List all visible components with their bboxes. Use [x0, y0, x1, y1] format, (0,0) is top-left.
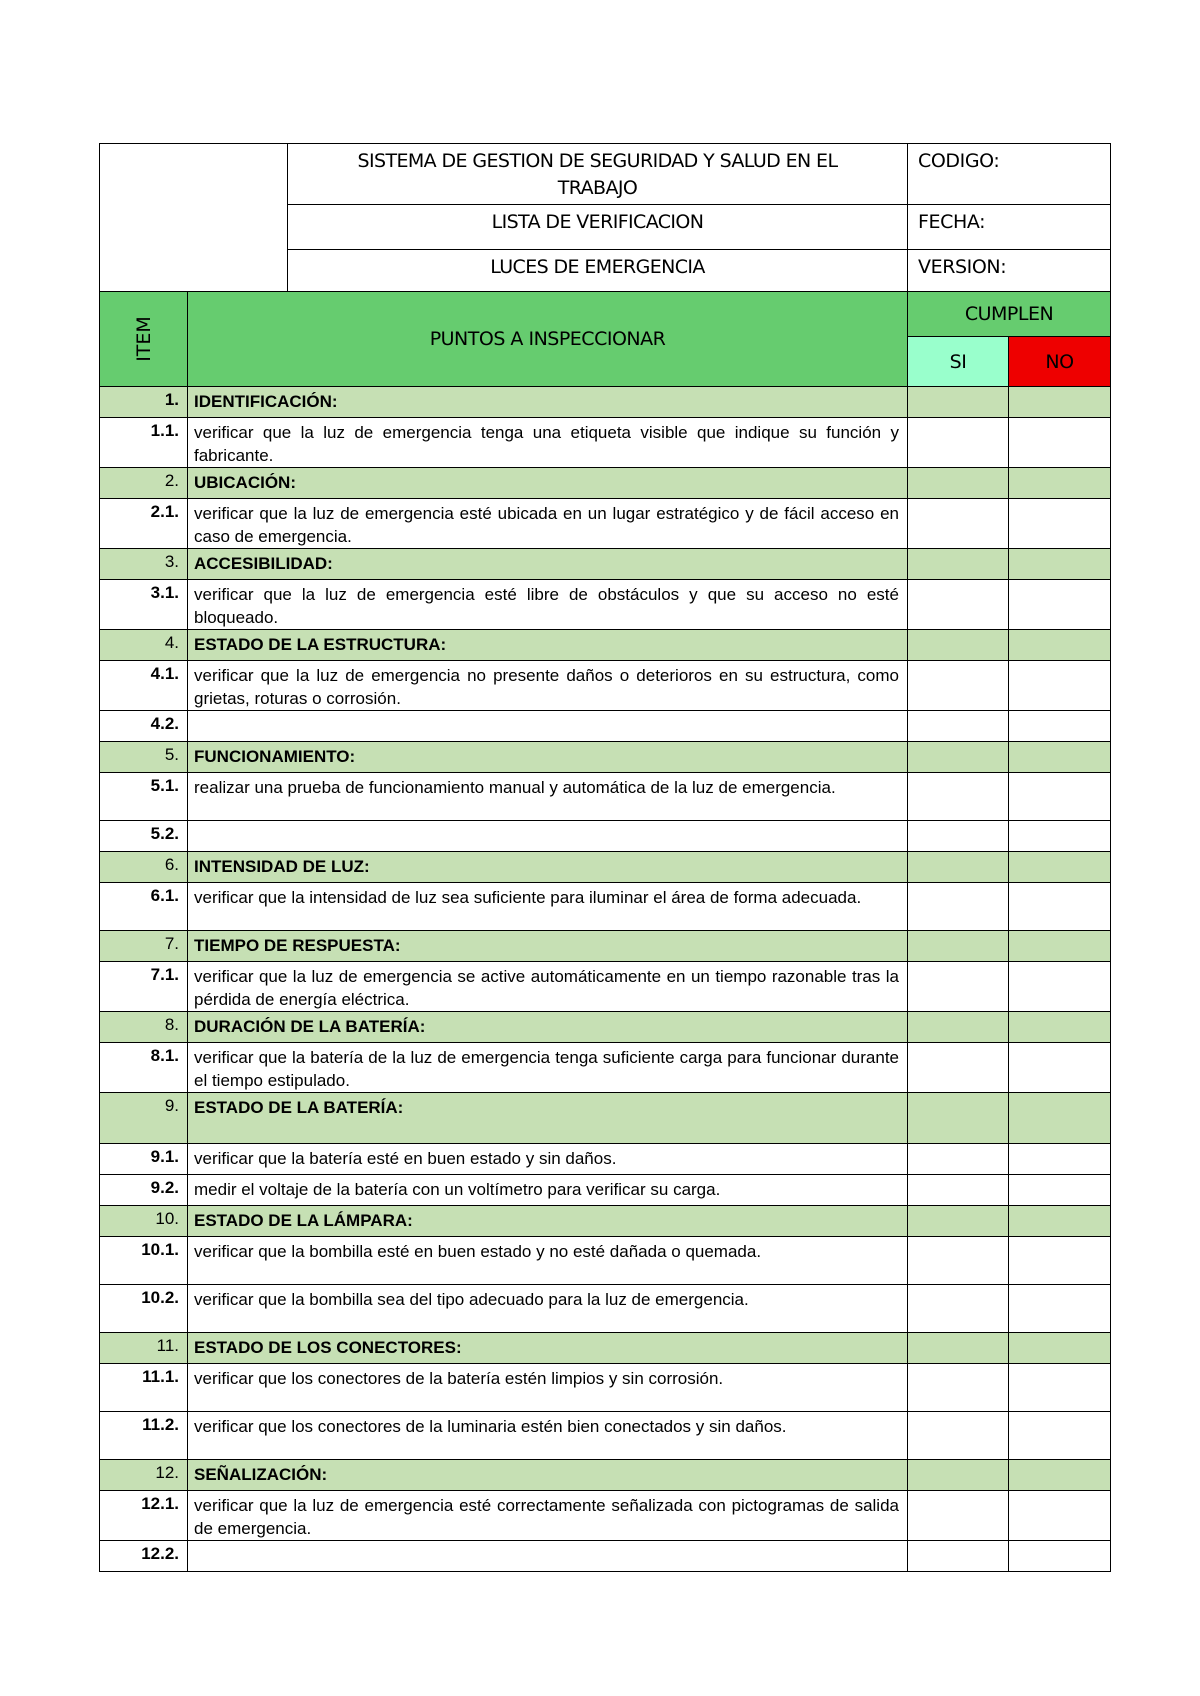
si-checkbox-cell	[908, 387, 1009, 418]
inspection-point: verificar que la bombilla esté en buen estado y no esté dañada o quemada.	[188, 1237, 908, 1285]
item-number: 12.1.	[100, 1491, 188, 1541]
section-row	[100, 742, 1111, 773]
si-checkbox-cell	[908, 1206, 1009, 1237]
no-checkbox-cell[interactable]	[1009, 661, 1111, 711]
section-row	[100, 387, 1111, 418]
codigo-label: CODIGO:	[908, 144, 1111, 205]
section-title: ESTADO DE LA LÁMPARA:	[188, 1206, 908, 1237]
logo-area	[100, 144, 288, 292]
item-number: 5.	[100, 742, 188, 773]
no-checkbox-cell	[1009, 1012, 1111, 1043]
document-header	[99, 143, 1111, 292]
si-checkbox-cell[interactable]	[908, 1412, 1009, 1460]
inspection-point: verificar que la luz de emergencia esté libre de obstáculos y que su acceso no esté bloqueado.	[188, 580, 908, 630]
inspection-point: medir el voltaje de la batería con un voltímetro para verificar su carga.	[188, 1175, 908, 1206]
si-checkbox-cell[interactable]	[908, 1491, 1009, 1541]
no-checkbox-cell[interactable]	[1009, 1412, 1111, 1460]
fecha-label: FECHA:	[908, 205, 1111, 250]
inspection-point	[188, 1541, 908, 1572]
no-checkbox-cell[interactable]	[1009, 580, 1111, 630]
si-checkbox-cell[interactable]	[908, 711, 1009, 742]
no-checkbox-cell[interactable]	[1009, 1364, 1111, 1412]
si-checkbox-cell[interactable]	[908, 1237, 1009, 1285]
no-checkbox-cell[interactable]	[1009, 1237, 1111, 1285]
section-row	[100, 852, 1111, 883]
si-checkbox-cell[interactable]	[908, 418, 1009, 468]
no-checkbox-cell	[1009, 1206, 1111, 1237]
item-number: 8.	[100, 1012, 188, 1043]
no-checkbox-cell	[1009, 387, 1111, 418]
section-title: TIEMPO DE RESPUESTA:	[188, 931, 908, 962]
item-column-header	[100, 292, 188, 387]
table-row	[100, 773, 1111, 821]
section-row	[100, 1093, 1111, 1144]
no-checkbox-cell[interactable]	[1009, 1541, 1111, 1572]
table-row	[100, 1175, 1111, 1206]
inspection-point	[188, 711, 908, 742]
si-checkbox-cell	[908, 468, 1009, 499]
inspection-point: verificar que la luz de emergencia no presente daños o deterioros en su estructura, como grietas, roturas o corrosión.	[188, 661, 908, 711]
no-checkbox-cell[interactable]	[1009, 773, 1111, 821]
si-checkbox-cell[interactable]	[908, 1541, 1009, 1572]
item-number: 6.	[100, 852, 188, 883]
inspection-point: verificar que la luz de emergencia esté correctamente señalizada con pictogramas de salida de emergencia.	[188, 1491, 908, 1541]
section-title: ESTADO DE LA ESTRUCTURA:	[188, 630, 908, 661]
table-row	[100, 883, 1111, 931]
si-checkbox-cell[interactable]	[908, 661, 1009, 711]
no-checkbox-cell	[1009, 630, 1111, 661]
section-row	[100, 1012, 1111, 1043]
table-row	[100, 1412, 1111, 1460]
item-number: 11.1.	[100, 1364, 188, 1412]
si-checkbox-cell[interactable]	[908, 1144, 1009, 1175]
inspection-point: verificar que la luz de emergencia tenga una etiqueta visible que indique su función y fabricante.	[188, 418, 908, 468]
table-row	[100, 1491, 1111, 1541]
inspection-point: verificar que la luz de emergencia esté ubicada en un lugar estratégico y de fácil acceso en caso de emergencia.	[188, 499, 908, 549]
si-checkbox-cell	[908, 852, 1009, 883]
si-checkbox-cell	[908, 931, 1009, 962]
item-number: 10.1.	[100, 1237, 188, 1285]
table-row	[100, 1043, 1111, 1093]
item-number: 11.2.	[100, 1412, 188, 1460]
table-row	[100, 711, 1111, 742]
table-row	[100, 499, 1111, 549]
item-number: 9.	[100, 1093, 188, 1144]
item-number: 2.1.	[100, 499, 188, 549]
item-number: 10.2.	[100, 1285, 188, 1333]
no-checkbox-cell	[1009, 931, 1111, 962]
no-checkbox-cell[interactable]	[1009, 418, 1111, 468]
section-row	[100, 549, 1111, 580]
section-row	[100, 468, 1111, 499]
si-checkbox-cell[interactable]	[908, 821, 1009, 852]
checklist-sheet	[99, 143, 1110, 1572]
system-title: SISTEMA DE GESTION DE SEGURIDAD Y SALUD EN EL TRABAJO	[288, 144, 908, 205]
inspection-point: verificar que la intensidad de luz sea suficiente para iluminar el área de forma adecuada.	[188, 883, 908, 931]
cumplen-header: CUMPLEN	[908, 292, 1111, 337]
list-title: LISTA DE VERIFICACION	[288, 205, 908, 250]
item-number: 9.1.	[100, 1144, 188, 1175]
no-checkbox-cell[interactable]	[1009, 1491, 1111, 1541]
section-title: UBICACIÓN:	[188, 468, 908, 499]
no-checkbox-cell	[1009, 468, 1111, 499]
item-number: 1.1.	[100, 418, 188, 468]
si-checkbox-cell[interactable]	[908, 580, 1009, 630]
no-checkbox-cell	[1009, 1460, 1111, 1491]
si-checkbox-cell[interactable]	[908, 499, 1009, 549]
section-row	[100, 1333, 1111, 1364]
version-label: VERSION:	[908, 250, 1111, 292]
inspection-point	[188, 821, 908, 852]
no-checkbox-cell[interactable]	[1009, 883, 1111, 931]
no-checkbox-cell	[1009, 549, 1111, 580]
item-header-label: ITEM	[132, 316, 155, 362]
section-title: INTENSIDAD DE LUZ:	[188, 852, 908, 883]
section-title: FUNCIONAMIENTO:	[188, 742, 908, 773]
item-number: 12.	[100, 1460, 188, 1491]
item-number: 1.	[100, 387, 188, 418]
item-number: 3.	[100, 549, 188, 580]
no-checkbox-cell[interactable]	[1009, 499, 1111, 549]
si-checkbox-cell	[908, 1460, 1009, 1491]
table-row	[100, 661, 1111, 711]
no-header: NO	[1009, 337, 1111, 387]
inspection-table	[99, 291, 1111, 1572]
item-number: 3.1.	[100, 580, 188, 630]
inspection-rows	[100, 387, 1111, 1572]
si-checkbox-cell	[908, 1093, 1009, 1144]
table-row	[100, 1285, 1111, 1333]
no-checkbox-cell[interactable]	[1009, 1144, 1111, 1175]
item-number: 4.2.	[100, 711, 188, 742]
section-title: IDENTIFICACIÓN:	[188, 387, 908, 418]
no-checkbox-cell[interactable]	[1009, 962, 1111, 1012]
item-number: 5.1.	[100, 773, 188, 821]
table-row	[100, 1541, 1111, 1572]
no-checkbox-cell	[1009, 742, 1111, 773]
no-checkbox-cell	[1009, 852, 1111, 883]
si-checkbox-cell[interactable]	[908, 773, 1009, 821]
si-checkbox-cell	[908, 1012, 1009, 1043]
no-checkbox-cell[interactable]	[1009, 1175, 1111, 1206]
section-title: SEÑALIZACIÓN:	[188, 1460, 908, 1491]
table-row	[100, 1144, 1111, 1175]
inspection-point: verificar que los conectores de la batería estén limpios y sin corrosión.	[188, 1364, 908, 1412]
section-title: DURACIÓN DE LA BATERÍA:	[188, 1012, 908, 1043]
inspection-point: verificar que los conectores de la luminaria estén bien conectados y sin daños.	[188, 1412, 908, 1460]
item-number: 5.2.	[100, 821, 188, 852]
no-checkbox-cell[interactable]	[1009, 711, 1111, 742]
item-number: 12.2.	[100, 1541, 188, 1572]
item-number: 8.1.	[100, 1043, 188, 1093]
item-number: 9.2.	[100, 1175, 188, 1206]
no-checkbox-cell[interactable]	[1009, 1043, 1111, 1093]
si-checkbox-cell	[908, 630, 1009, 661]
si-checkbox-cell	[908, 742, 1009, 773]
si-checkbox-cell[interactable]	[908, 1043, 1009, 1093]
inspection-point: verificar que la batería de la luz de emergencia tenga suficiente carga para funcionar durante el tiempo estipulado.	[188, 1043, 908, 1093]
section-row	[100, 1460, 1111, 1491]
section-row	[100, 931, 1111, 962]
table-row	[100, 962, 1111, 1012]
no-checkbox-cell[interactable]	[1009, 1285, 1111, 1333]
item-number: 10.	[100, 1206, 188, 1237]
inspection-point: verificar que la batería esté en buen estado y sin daños.	[188, 1144, 908, 1175]
si-header: SI	[908, 337, 1009, 387]
section-title: ESTADO DE LOS CONECTORES:	[188, 1333, 908, 1364]
si-checkbox-cell	[908, 549, 1009, 580]
si-checkbox-cell[interactable]	[908, 962, 1009, 1012]
section-title: ESTADO DE LA BATERÍA:	[188, 1093, 908, 1144]
section-row	[100, 630, 1111, 661]
si-checkbox-cell[interactable]	[908, 1175, 1009, 1206]
item-number: 4.1.	[100, 661, 188, 711]
item-number: 4.	[100, 630, 188, 661]
inspection-point: realizar una prueba de funcionamiento manual y automática de la luz de emergencia.	[188, 773, 908, 821]
item-number: 2.	[100, 468, 188, 499]
si-checkbox-cell	[908, 1333, 1009, 1364]
si-checkbox-cell[interactable]	[908, 1364, 1009, 1412]
no-checkbox-cell	[1009, 1333, 1111, 1364]
subject-title: LUCES DE EMERGENCIA	[288, 250, 908, 292]
inspection-point: verificar que la luz de emergencia se active automáticamente en un tiempo razonable tras la pérdida de energía eléctrica.	[188, 962, 908, 1012]
table-row	[100, 821, 1111, 852]
item-number: 7.1.	[100, 962, 188, 1012]
inspection-point: verificar que la bombilla sea del tipo adecuado para la luz de emergencia.	[188, 1285, 908, 1333]
section-row	[100, 1206, 1111, 1237]
table-row	[100, 1237, 1111, 1285]
item-number: 7.	[100, 931, 188, 962]
no-checkbox-cell[interactable]	[1009, 821, 1111, 852]
item-number: 11.	[100, 1333, 188, 1364]
si-checkbox-cell[interactable]	[908, 1285, 1009, 1333]
section-title: ACCESIBILIDAD:	[188, 549, 908, 580]
si-checkbox-cell[interactable]	[908, 883, 1009, 931]
table-row	[100, 1364, 1111, 1412]
table-row	[100, 418, 1111, 468]
item-number: 6.1.	[100, 883, 188, 931]
points-column-header: PUNTOS A INSPECCIONAR	[188, 292, 908, 387]
no-checkbox-cell	[1009, 1093, 1111, 1144]
table-row	[100, 580, 1111, 630]
